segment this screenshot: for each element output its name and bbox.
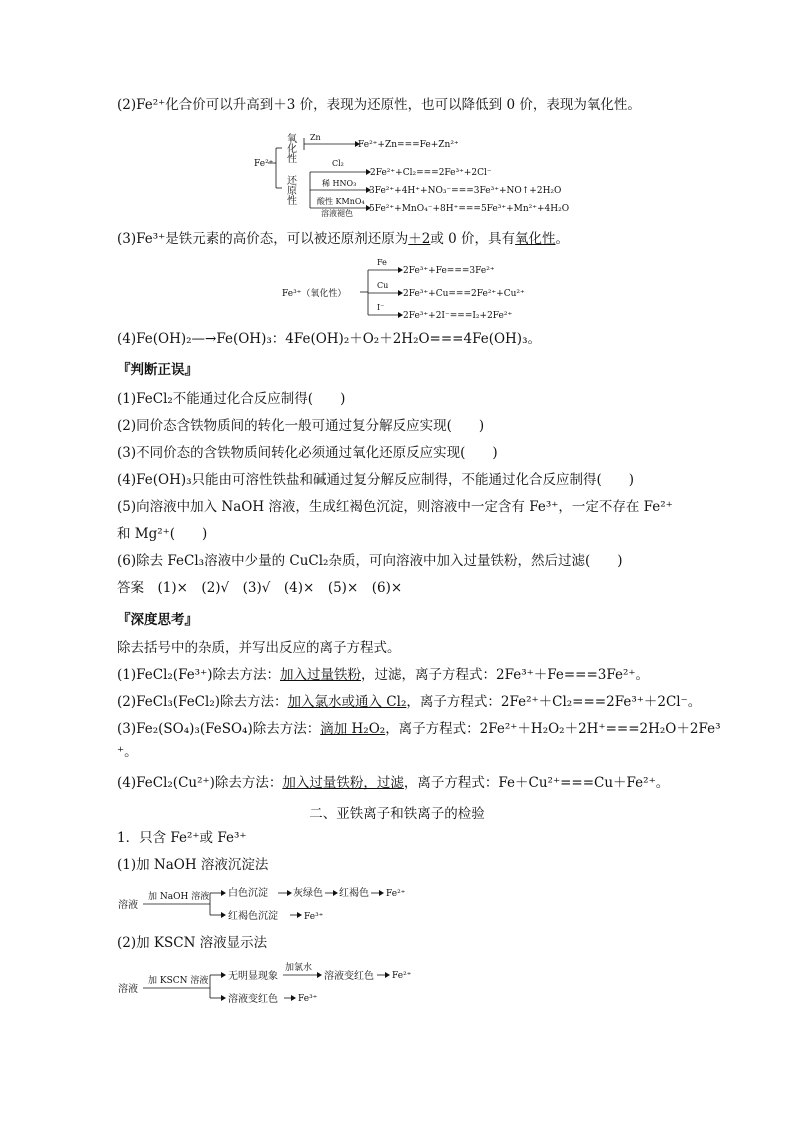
text-line-fe3-oxidizing	[117, 230, 569, 248]
text-line-feoh2: (4)Fe(OH)₂—→Fe(OH)₃：4Fe(OH)₂＋O₂＋2H₂O===4Fe(OH)₃。	[117, 331, 541, 347]
d1-root: Fe²⁺	[254, 159, 274, 169]
f2-reagent: 加 KSCN 溶液	[148, 976, 209, 986]
d1-red-label: 还原性	[284, 175, 296, 205]
f2-a3: Fe²⁺	[392, 971, 412, 981]
d3u: 滴加 H₂O₂	[320, 721, 386, 737]
section-think: 『深度思考』	[117, 612, 198, 628]
f2-start: 溶液	[118, 984, 138, 995]
d2-b3-reagent: I⁻	[377, 303, 385, 312]
think-2	[117, 693, 701, 711]
f1-a3: 红褐色	[339, 888, 369, 899]
think-3	[117, 720, 720, 738]
d1-r3-reagent: 酸性 KMnO₄	[317, 197, 365, 206]
section-heading: 二、亚铁离子和铁离子的检验	[309, 806, 485, 822]
f1-b1: 红褐色沉淀	[228, 911, 278, 922]
f1-a1: 白色沉淀	[228, 888, 268, 899]
f2-a2: 溶液变红色	[324, 971, 374, 982]
l2u2: 氧化性	[515, 231, 556, 247]
d1a: (1)FeCl₂(Fe³⁺)除去方法：	[117, 667, 280, 683]
d2b: ，离子方程式：2Fe²⁺＋Cl₂===2Fe³⁺＋2Cl⁻。	[406, 694, 702, 710]
d2-b2-eq: 2Fe³⁺+Cu===2Fe²⁺+Cu²⁺	[403, 289, 525, 299]
d4u: 加入过量铁粉，过滤	[282, 775, 404, 791]
f2-b2: Fe³⁺	[298, 994, 318, 1004]
d1-r3-note: 溶液褪色	[321, 209, 353, 218]
d4a: (4)FeCl₂(Cu²⁺)除去方法：	[117, 775, 283, 791]
l2u1: ＋2	[408, 231, 431, 247]
d3b: ，离子方程式：2Fe²⁺＋H₂O₂＋2H⁺===2H₂O＋2Fe³	[385, 721, 721, 737]
d1b: ，过滤，离子方程式：2Fe³⁺＋Fe===3Fe²⁺。	[361, 667, 650, 683]
d2a: (2)FeCl₃(FeCl₂)除去方法：	[117, 694, 288, 710]
d1-r1-reagent: Cl₂	[332, 159, 344, 168]
f2-a-reagent: 加氯水	[285, 963, 313, 973]
question-5-cont: 和 Mg²⁺( )	[117, 526, 208, 542]
d4b: ，离子方程式：Fe＋Cu²⁺===Cu＋Fe²⁺。	[403, 775, 670, 791]
think-3-cont: ⁺。	[117, 744, 138, 760]
d2-b1-reagent: Fe	[377, 258, 387, 267]
f1-b2: Fe³⁺	[304, 912, 324, 922]
question-6: (6)除去 FeCl₃溶液中少量的 CuCl₂杂质，可向溶液中加入过量铁粉，然后过滤( )	[117, 553, 623, 569]
subheading-1: 1．只含 Fe²⁺或 Fe³⁺	[117, 830, 247, 846]
l2c: 。	[555, 231, 570, 247]
method-2: (2)加 KSCN 溶液显示法	[117, 935, 268, 951]
l2a: (3)Fe³⁺是铁元素的高价态，可以被还原剂还原为	[117, 231, 409, 247]
d2-b3-eq: 2Fe³⁺+2I⁻===I₂+2Fe²⁺	[403, 311, 513, 321]
think-4	[117, 774, 669, 792]
d2-b1-eq: 2Fe³⁺+Fe===3Fe²⁺	[403, 266, 495, 276]
d1-r2-eq: 3Fe²⁺+4H⁺+NO₃⁻===3Fe³⁺+NO↑+2H₂O	[369, 186, 562, 196]
d1-r1-eq: 2Fe²⁺+Cl₂===2Fe³⁺+2Cl⁻	[370, 168, 492, 178]
d2-root: Fe³⁺（氧化性）	[282, 289, 347, 299]
think-1	[117, 666, 649, 684]
f2-a1: 无明显现象	[228, 971, 278, 982]
f1-reagent: 加 NaOH 溶液	[148, 892, 210, 902]
think-intro: 除去括号中的杂质，并写出反应的离子方程式。	[117, 640, 401, 656]
question-3: (3)不同价态的含铁物质间转化必须通过氧化还原反应实现( )	[117, 445, 498, 461]
question-4: (4)Fe(OH)₃只能由可溶性铁盐和碱通过复分解反应制得，不能通过化合反应制得( )	[117, 472, 635, 488]
question-5: (5)向溶液中加入 NaOH 溶液，生成红褐色沉淀，则溶液中一定含有 Fe³⁺，一定不存在 Fe²⁺	[117, 499, 673, 515]
text-line-fe2-valence: (2)Fe²⁺化合价可以升高到＋3 价，表现为还原性，也可以降低到 0 价，表现为氧化性。	[117, 97, 641, 113]
f1-start: 溶液	[118, 900, 138, 911]
question-2: (2)同价态含铁物质间的转化一般可通过复分解反应实现( )	[117, 418, 485, 434]
d1u: 加入过量铁粉	[280, 667, 361, 683]
f1-a4: Fe²⁺	[386, 889, 406, 899]
method-1: (1)加 NaOH 溶液沉淀法	[117, 857, 269, 873]
l2b: 或 0 价，具有	[430, 231, 516, 247]
d1-r2-reagent: 稀 HNO₃	[322, 179, 357, 188]
answer-line: 答案 (1)× (2)√ (3)√ (4)× (5)× (6)×	[117, 580, 403, 596]
question-1: (1)FeCl₂不能通过化合反应制得( )	[117, 391, 346, 407]
d1-ox-eq: Fe²⁺+Zn===Fe+Zn²⁺	[358, 140, 459, 150]
section-judge: 『判断正误』	[117, 362, 198, 378]
f2-b1: 溶液变红色	[228, 994, 278, 1005]
f1-a2: 灰绿色	[293, 888, 323, 899]
d1-r3-eq: 5Fe²⁺+MnO₄⁻+8H⁺===5Fe³⁺+Mn²⁺+4H₂O	[369, 204, 570, 214]
d1-ox-reagent: Zn	[310, 133, 321, 142]
d1-ox-label: 氧化性	[284, 133, 296, 163]
d3a: (3)Fe₂(SO₄)₃(FeSO₄)除去方法：	[117, 721, 321, 737]
d2u: 加入氯水或通入 Cl₂	[287, 694, 407, 710]
d2-b2-reagent: Cu	[377, 281, 389, 290]
